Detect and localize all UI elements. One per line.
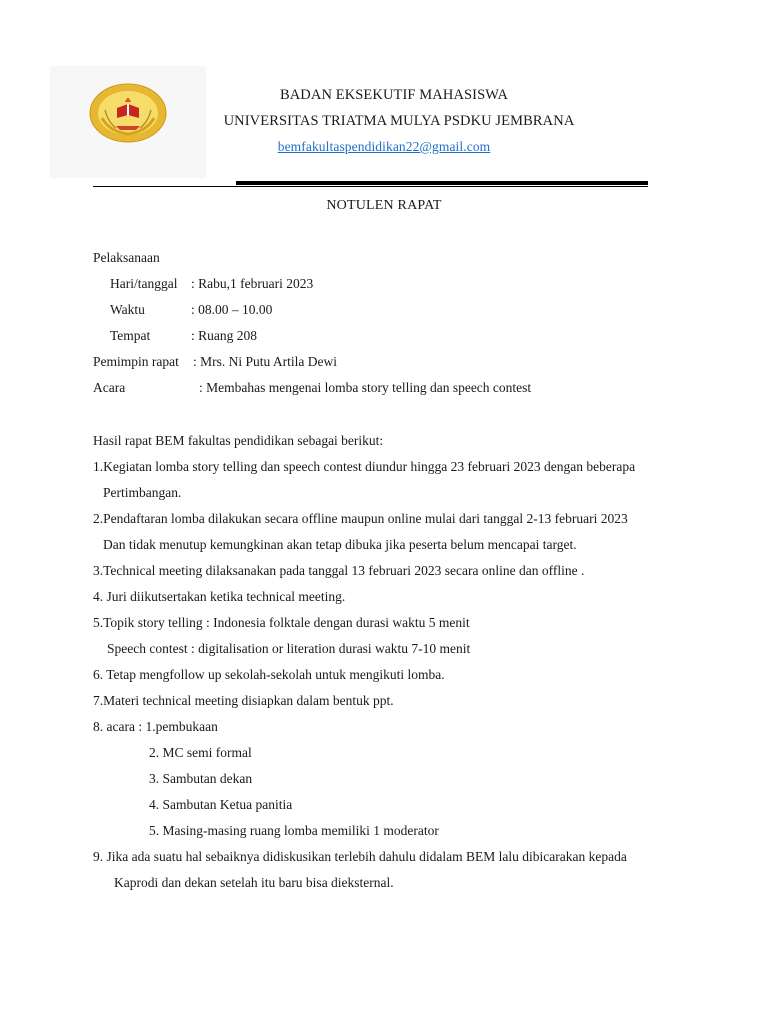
email-link[interactable]: bemfakultaspendidikan22@gmail.com: [277, 139, 491, 154]
hasil-line: 6. Tetap mengfollow up sekolah-sekolah untuk mengikuti lomba.: [93, 667, 445, 682]
waktu-value: : 08.00 – 10.00: [191, 302, 273, 317]
acara-sub-item: 5. Masing-masing ruang lomba memiliki 1 moderator: [149, 823, 439, 838]
hasil-line: Dan tidak menutup kemungkinan akan tetap dibuka jika peserta belum mencapai target.: [103, 537, 577, 552]
header-rule-thin: [93, 186, 648, 187]
hasil-line: Kaprodi dan dekan setelah itu baru bisa dieksternal.: [114, 875, 394, 890]
pemimpin-value: : Mrs. Ni Putu Artila Dewi: [193, 354, 337, 369]
hasil-line: 7.Materi technical meeting disiapkan dalam bentuk ppt.: [93, 693, 394, 708]
hari-value: : Rabu,1 februari 2023: [191, 276, 314, 291]
tempat-label: Tempat: [110, 328, 151, 343]
pemimpin-label: Pemimpin rapat: [93, 354, 179, 369]
acara-sub-item: 2. MC semi formal: [149, 745, 252, 760]
hasil-line: 9. Jika ada suatu hal sebaiknya didiskusikan terlebih dahulu didalam BEM lalu dibicarakan kepada: [93, 849, 627, 864]
hasil-line: 4. Juri diikutsertakan ketika technical meeting.: [93, 589, 346, 604]
tempat-value: : Ruang 208: [191, 328, 257, 343]
acara-label: Acara: [93, 380, 126, 395]
hasil-line: 1.Kegiatan lomba story telling dan speech contest diundur hingga 23 februari 2023 dengan beberapa: [93, 459, 636, 474]
header-rule-thick: [236, 181, 648, 185]
hasil-heading: Hasil rapat BEM fakultas pendidikan sebagai berikut:: [93, 433, 384, 448]
pelaksanaan-heading: Pelaksanaan: [93, 250, 160, 265]
org-name: BADAN EKSEKUTIF MAHASISWA: [279, 87, 509, 103]
hari-label: Hari/tanggal: [110, 276, 178, 291]
hasil-line: 2.Pendaftaran lomba dilakukan secara offline maupun online mulai dari tanggal 2-13 februari 2023: [93, 511, 628, 526]
hasil-line: 5.Topik story telling : Indonesia folktale dengan durasi waktu 5 menit: [93, 615, 470, 630]
hasil-line: Speech contest : digitalisation or literation durasi waktu 7-10 menit: [107, 641, 471, 656]
email-line: [0, 139, 768, 155]
acara-sub-item: 3. Sambutan dekan: [149, 771, 253, 786]
waktu-label: Waktu: [110, 302, 145, 317]
acara-sub-item: 4. Sambutan Ketua panitia: [149, 797, 293, 812]
hasil-line: 8. acara : 1.pembukaan: [93, 719, 218, 734]
document-title: NOTULEN RAPAT: [326, 198, 442, 213]
hasil-line: 3.Technical meeting dilaksanakan pada tanggal 13 februari 2023 secara online dan offline .: [93, 563, 585, 578]
university-name: UNIVERSITAS TRIATMA MULYA PSDKU JEMBRANA: [223, 113, 575, 129]
hasil-line: Pertimbangan.: [103, 485, 182, 500]
acara-value: : Membahas mengenai lomba story telling dan speech contest: [199, 380, 532, 395]
